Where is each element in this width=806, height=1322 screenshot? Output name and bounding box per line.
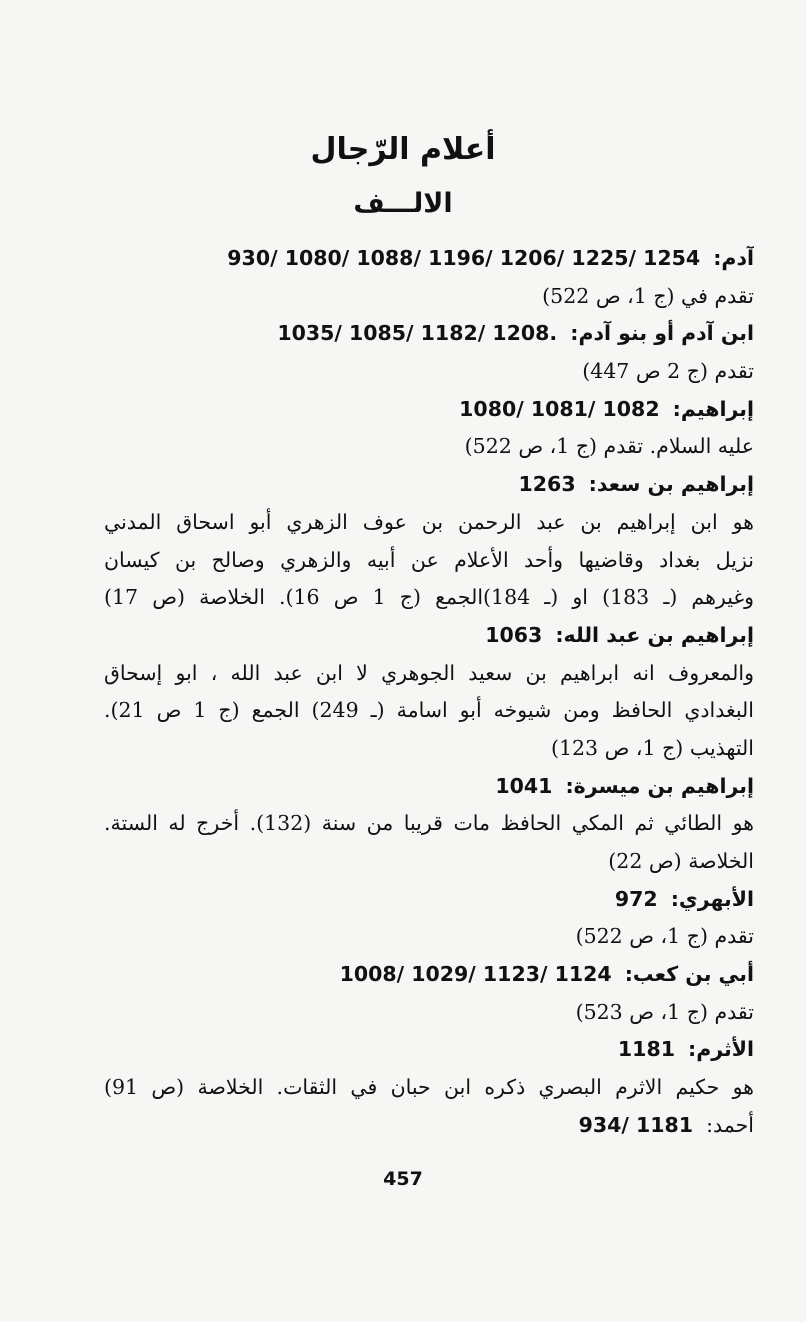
entry-name: الأثرم: xyxy=(688,1037,754,1062)
entry-description: هو ابن إبراهيم بن عبد الرحمن بن عوف الزهري أبو اسحاق المدني xyxy=(104,509,754,534)
entry-description: تقدم (ج 1، ص 523) xyxy=(575,999,754,1024)
entry-page-refs: 1008/ 1029/ 1123/ 1124 xyxy=(339,962,612,987)
index-entry-text-line xyxy=(104,805,754,843)
index-entry-text-line xyxy=(104,353,754,391)
index-entry-text-line xyxy=(104,692,754,730)
entry-page-refs: 1080/ 1081/ 1082 xyxy=(459,396,660,421)
entry-name: إبراهيم بن عبد الله: xyxy=(555,622,754,647)
entry-description: الخلاصة (ص 22) xyxy=(608,849,754,873)
index-entry-text-line xyxy=(104,504,754,542)
entry-page-refs: 1263 xyxy=(518,472,576,497)
section-heading: الالـــف xyxy=(353,188,453,219)
entry-description: التهذيب (ج 1، ص 123) xyxy=(550,735,754,760)
entry-page-refs: 930/ 1080/ 1088/ 1196/ 1206/ 1225/ 1254 xyxy=(227,246,701,270)
entry-page-refs: 934/ 1181 xyxy=(578,1112,694,1137)
index-entry-heading-line xyxy=(104,466,754,504)
entry-page-refs: 1181 xyxy=(617,1037,675,1062)
entry-description: تقدم (ج 2 ص 447) xyxy=(582,359,754,384)
index-entry-heading-line xyxy=(104,1107,754,1145)
index-entry-heading-line xyxy=(104,617,754,655)
index-entry-text-line xyxy=(104,542,754,580)
entry-description: هو الطائي ثم المكي الحافظ مات قريبا من سنة (132). أخرج له الستة. xyxy=(104,811,754,836)
entry-name: إبراهيم بن سعد: xyxy=(588,472,754,497)
index-entry-text-line xyxy=(104,994,754,1032)
entry-description: هو حكيم الاثرم البصري ذكره ابن حبان في الثقات. الخلاصة (ص 91) xyxy=(104,1075,754,1100)
index-entry-heading-line xyxy=(104,768,754,806)
entry-description: تقدم في (ج 1، ص 522) xyxy=(542,283,754,308)
page-number: 457 xyxy=(383,1168,423,1190)
index-entries xyxy=(104,240,754,1145)
index-entry-heading-line xyxy=(104,1031,754,1069)
entry-description: تقدم (ج 1، ص 522) xyxy=(575,924,754,949)
index-entry-heading-line xyxy=(104,315,754,353)
entry-name: الأبهري: xyxy=(670,886,754,911)
entry-page-refs: 1041 xyxy=(495,773,553,798)
index-entry-text-line xyxy=(104,843,754,881)
page-title: أعلام الرّجال xyxy=(310,132,496,167)
index-entry-text-line xyxy=(104,1069,754,1107)
index-entry-heading-line xyxy=(104,240,754,278)
entry-description: نزيل بغداد وقاضيها وأحد الأعلام عن أبيه والزهري وصالح بن كيسان xyxy=(104,547,754,572)
entry-name: آدم: xyxy=(713,246,754,270)
entry-name: أبي بن كعب: xyxy=(624,962,754,987)
index-entry-text-line xyxy=(104,278,754,316)
index-entry-heading-line xyxy=(104,956,754,994)
entry-page-refs: 972 xyxy=(614,886,658,911)
index-entry-heading-line xyxy=(104,881,754,919)
entry-page-refs: 1035/ 1085/ 1182/ 1208. xyxy=(277,321,558,346)
entry-name: ابن آدم أو بنو آدم: xyxy=(570,321,754,346)
entry-name: إبراهيم: xyxy=(672,396,754,421)
entry-name: إبراهيم بن ميسرة: xyxy=(565,773,754,798)
index-entry-text-line xyxy=(104,655,754,693)
entry-description: وغيرهم (ـ 183) او (ـ 184)الجمع (ج 1 ص 16). الخلاصة (ص 17) xyxy=(104,585,754,610)
entry-description: البغدادي الحافظ ومن شيوخه أبو اسامة (ـ 249) الجمع (ج 1 ص 21). xyxy=(104,698,754,723)
index-entry-text-line xyxy=(104,730,754,768)
index-entry-text-line xyxy=(104,579,754,617)
entry-name: أحمد: xyxy=(706,1112,754,1137)
entry-description: والمعروف انه ابراهيم بن سعيد الجوهري لا ابن عبد الله ، ابو إسحاق xyxy=(104,660,754,685)
index-entry-text-line xyxy=(104,428,754,466)
entry-description: عليه السلام. تقدم (ج 1، ص 522) xyxy=(464,434,754,459)
entry-page-refs: 1063 xyxy=(485,622,543,647)
index-entry-text-line xyxy=(104,918,754,956)
index-entry-heading-line xyxy=(104,391,754,429)
